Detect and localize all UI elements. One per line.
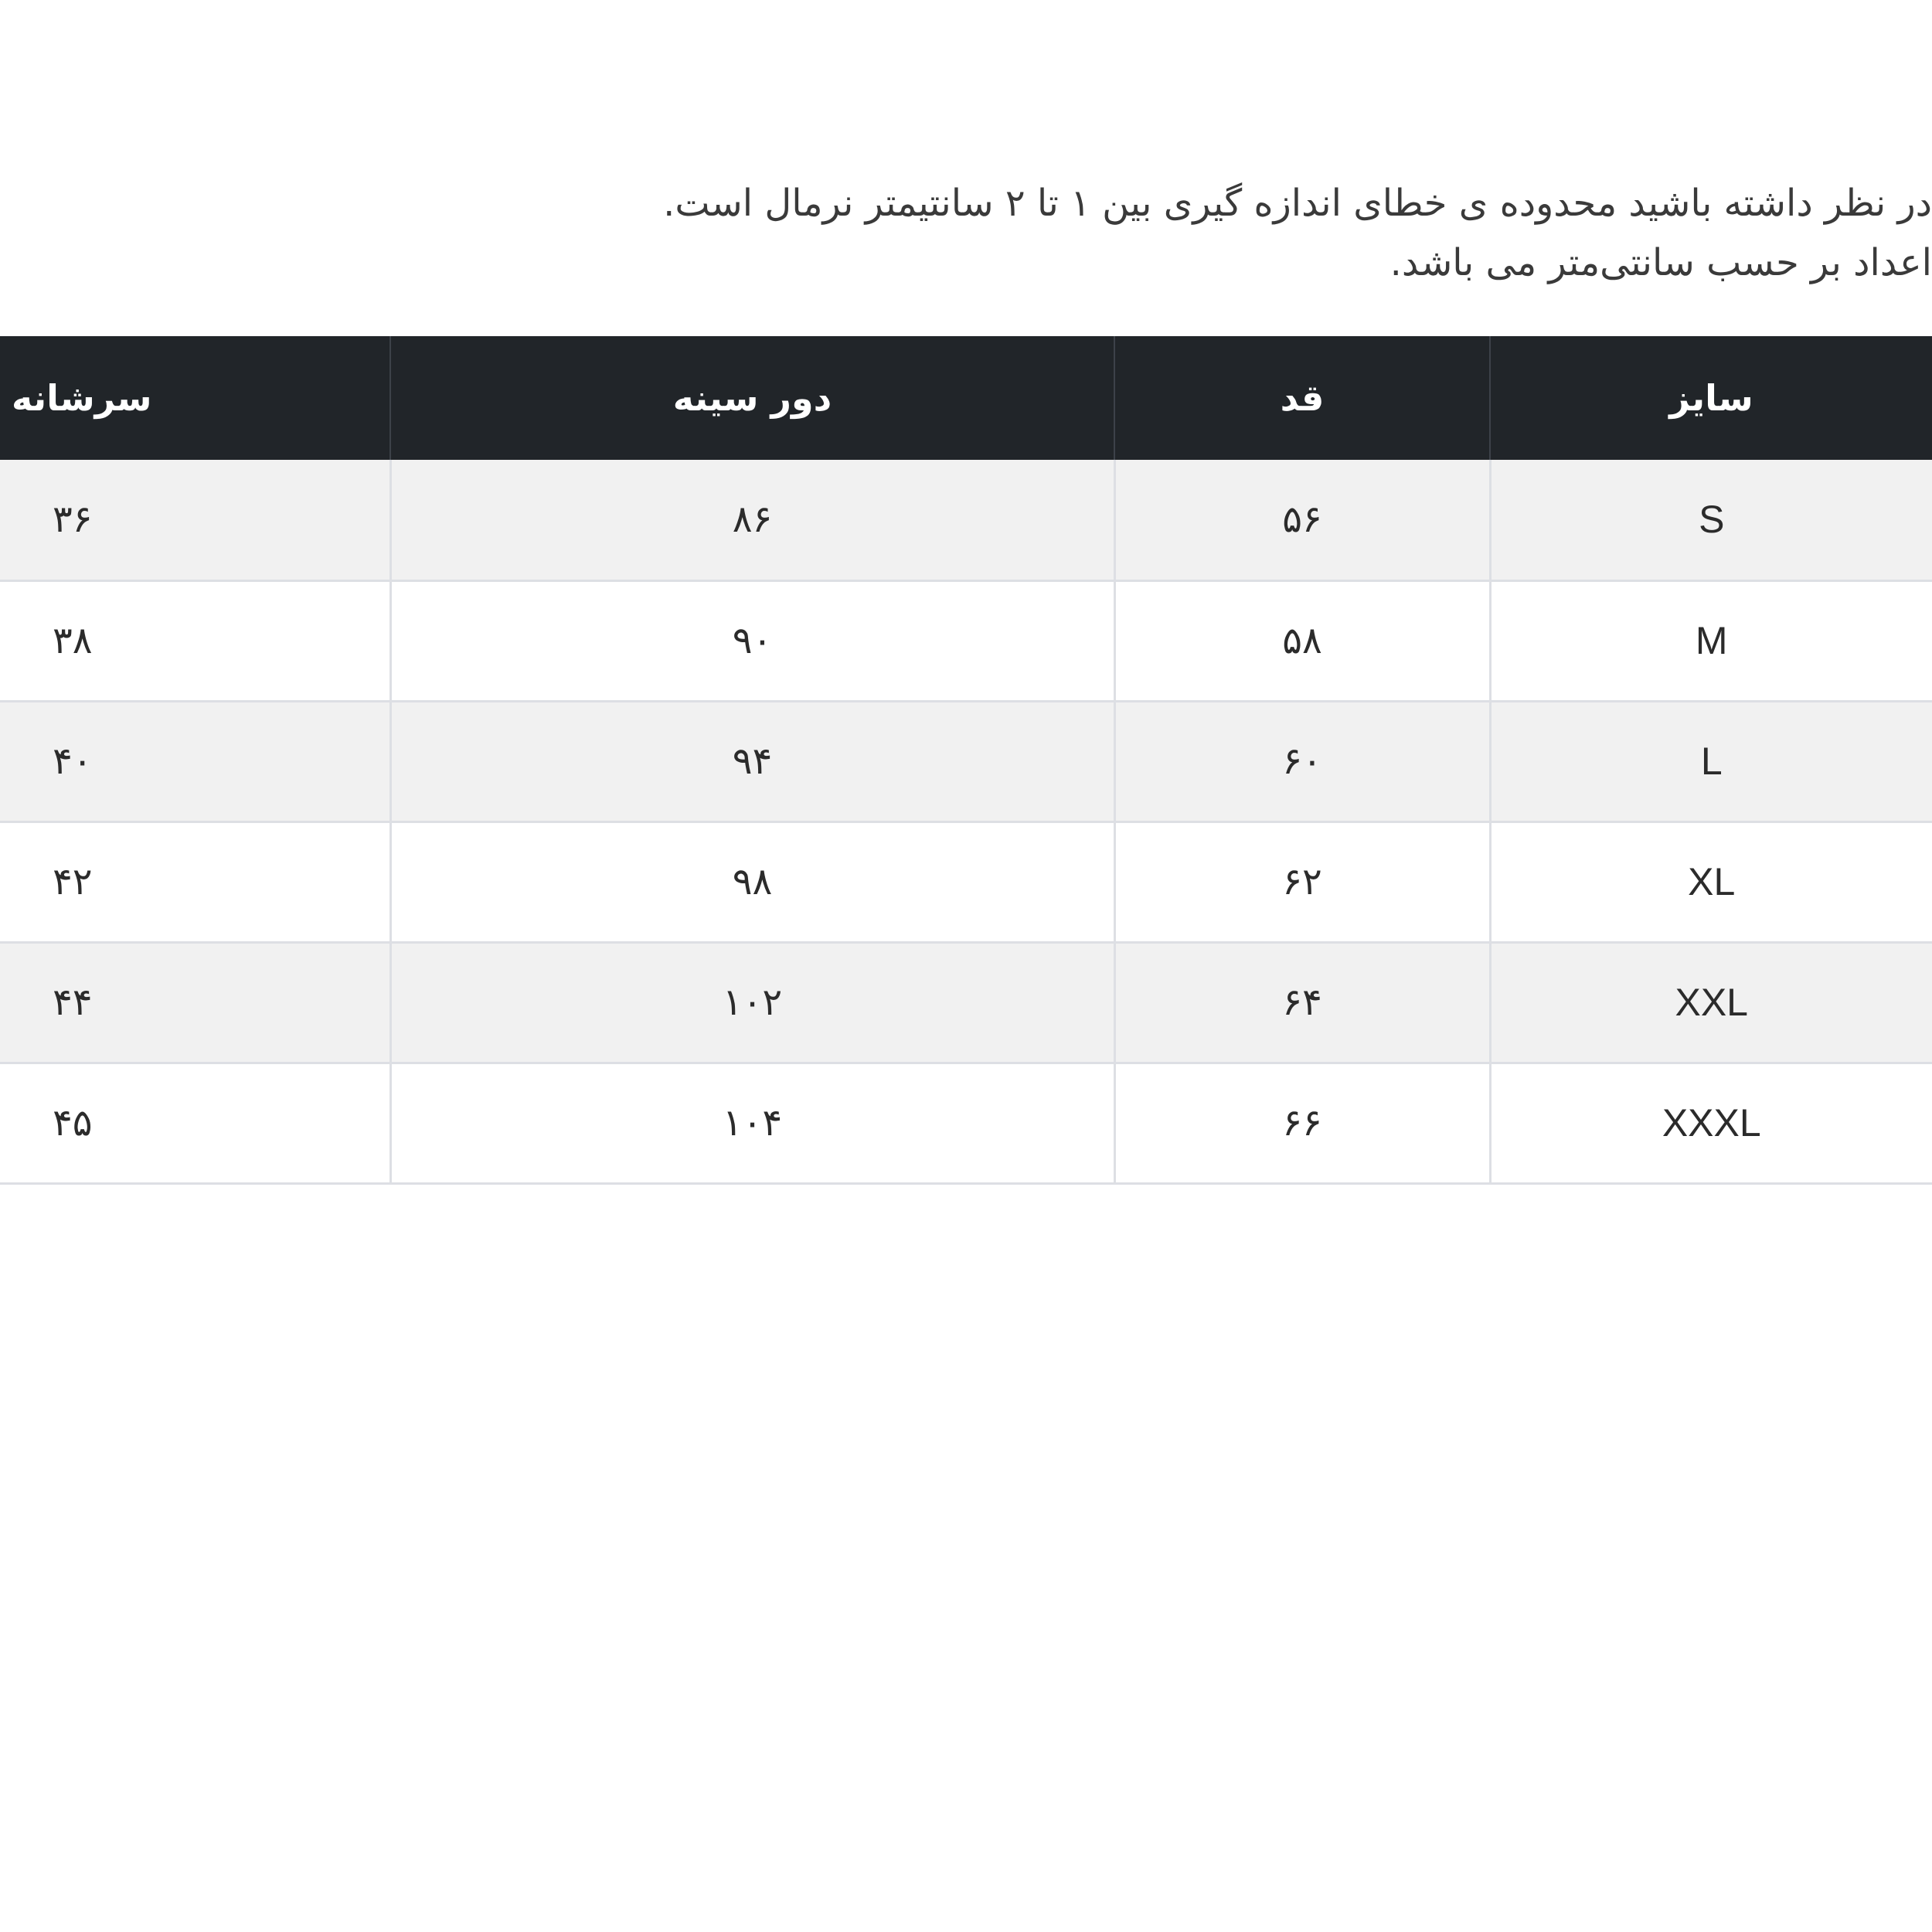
cell-size: XL (1490, 821, 1932, 942)
size-chart-table (0, 336, 1932, 1185)
cell-chest: ۱۰۲ (390, 942, 1114, 1063)
cell-size: S (1490, 460, 1932, 580)
cell-chest: ۸۶ (390, 460, 1114, 580)
header-size: سایز (1669, 377, 1753, 419)
table-row (0, 1063, 1932, 1183)
cell-shoulder: ۳۸ (0, 580, 390, 701)
header-length: قد (1114, 336, 1490, 460)
cell-size: XXXL (1490, 1063, 1932, 1183)
cell-chest: ۹۰ (390, 580, 1114, 701)
cell-shoulder: ۴۰ (0, 701, 390, 821)
cell-chest: ۹۸ (390, 821, 1114, 942)
cell-size: L (1490, 701, 1932, 821)
measurement-error-note: در نظر داشته باشید محدوده ی خطای اندازه گیری بین ۱ تا ۲ سانتیمتر نرمال است. (663, 182, 1932, 225)
cell-length: ۵۸ (1114, 580, 1490, 701)
cell-chest: ۱۰۴ (390, 1063, 1114, 1183)
cell-length: ۶۶ (1114, 1063, 1490, 1183)
table-row (0, 701, 1932, 821)
cell-shoulder: ۴۴ (0, 942, 390, 1063)
cell-size: XXL (1490, 942, 1932, 1063)
cell-size: M (1490, 580, 1932, 701)
cell-shoulder: ۴۲ (0, 821, 390, 942)
header-shoulder: سرشانه (0, 336, 390, 460)
table-header-row (0, 336, 1932, 460)
cell-length: ۵۶ (1114, 460, 1490, 580)
header-chest: دور سینه (390, 336, 1114, 460)
table-row (0, 460, 1932, 580)
table-row (0, 821, 1932, 942)
cell-length: ۶۲ (1114, 821, 1490, 942)
cell-length: ۶۴ (1114, 942, 1490, 1063)
cell-shoulder: ۳۶ (0, 460, 390, 580)
table-header (0, 336, 1932, 460)
size-notes (386, 174, 1932, 293)
cell-chest: ۹۴ (390, 701, 1114, 821)
table-row (0, 942, 1932, 1063)
table-row (0, 580, 1932, 701)
cell-shoulder: ۴۵ (0, 1063, 390, 1183)
cell-length: ۶۰ (1114, 701, 1490, 821)
table-body (0, 460, 1932, 1183)
units-note: اعداد بر حسب سانتی‌متر می باشد. (1389, 241, 1932, 284)
